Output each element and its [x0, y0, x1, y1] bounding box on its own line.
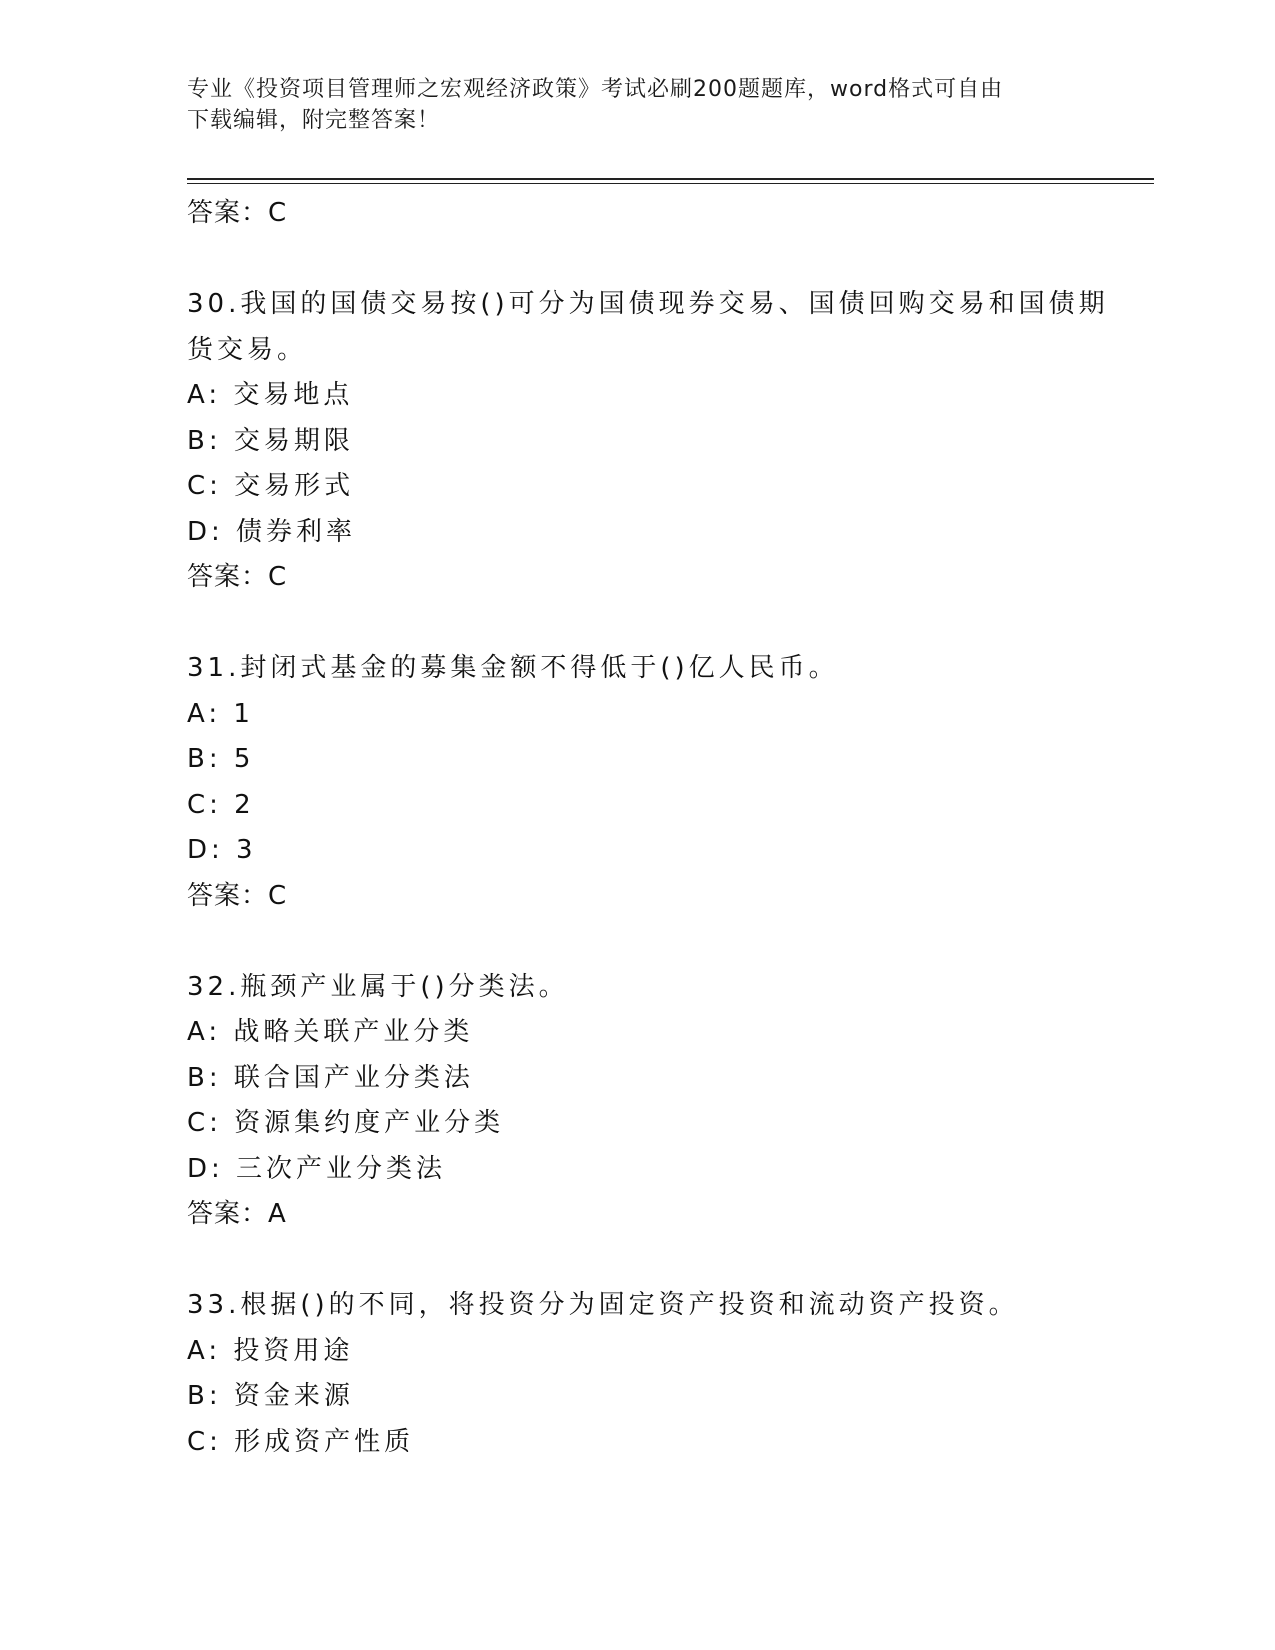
- header-divider-thin: [187, 183, 1154, 184]
- option-b: B: 交易期限: [187, 425, 354, 456]
- answer-q29: 答案：C: [187, 198, 288, 228]
- header-line-2: 下载编辑，附完整答案！: [187, 108, 441, 133]
- option-a: A: 战略关联产业分类: [187, 1017, 474, 1047]
- header-divider-thick: [187, 178, 1154, 180]
- answer: 答案：A: [187, 1199, 287, 1229]
- option-a: A: 1: [187, 698, 254, 729]
- answer: 答案：C: [187, 562, 288, 592]
- option-b: B: 联合国产业分类法: [187, 1062, 474, 1093]
- option-c: C: 形成资产性质: [187, 1426, 415, 1457]
- header-line-1: 专业《投资项目管理师之宏观经济政策》考试必刷200题题库，word格式可自由: [187, 77, 1004, 102]
- option-d: D: 三次产业分类法: [187, 1153, 447, 1184]
- option-b: B: 资金来源: [187, 1381, 354, 1411]
- question-31: [187, 646, 1117, 919]
- option-b: B: 5: [187, 744, 255, 774]
- option-d: D: 债券利率: [187, 516, 357, 547]
- option-a: A: 交易地点: [187, 380, 354, 410]
- question-32: [187, 965, 1117, 1238]
- question-33: [187, 1283, 1117, 1465]
- spacer: [187, 1238, 1117, 1284]
- document-body: [187, 191, 1117, 1465]
- option-c: C: 资源集约度产业分类: [187, 1108, 505, 1138]
- spacer: [187, 601, 1117, 647]
- answer: 答案：C: [187, 880, 288, 911]
- option-a: A: 投资用途: [187, 1335, 354, 1366]
- option-d: D: 3: [187, 835, 257, 865]
- spacer: [187, 919, 1117, 965]
- spacer: [187, 237, 1117, 283]
- option-c: C: 交易形式: [187, 471, 355, 501]
- document-header: [187, 74, 1087, 136]
- question-text-line: 货交易。: [187, 334, 308, 365]
- question-30: [187, 282, 1117, 601]
- question-text-line: 33.根据()的不同，将投资分为固定资产投资和流动资产投资。: [187, 1290, 1019, 1320]
- question-text-line: 30.我国的国债交易按()可分为国债现券交易、国债回购交易和国债期: [187, 289, 1109, 319]
- question-text-line: 32.瓶颈产业属于()分类法。: [187, 971, 569, 1002]
- option-c: C: 2: [187, 789, 255, 820]
- question-text-line: 31.封闭式基金的募集金额不得低于()亿人民币。: [187, 653, 839, 683]
